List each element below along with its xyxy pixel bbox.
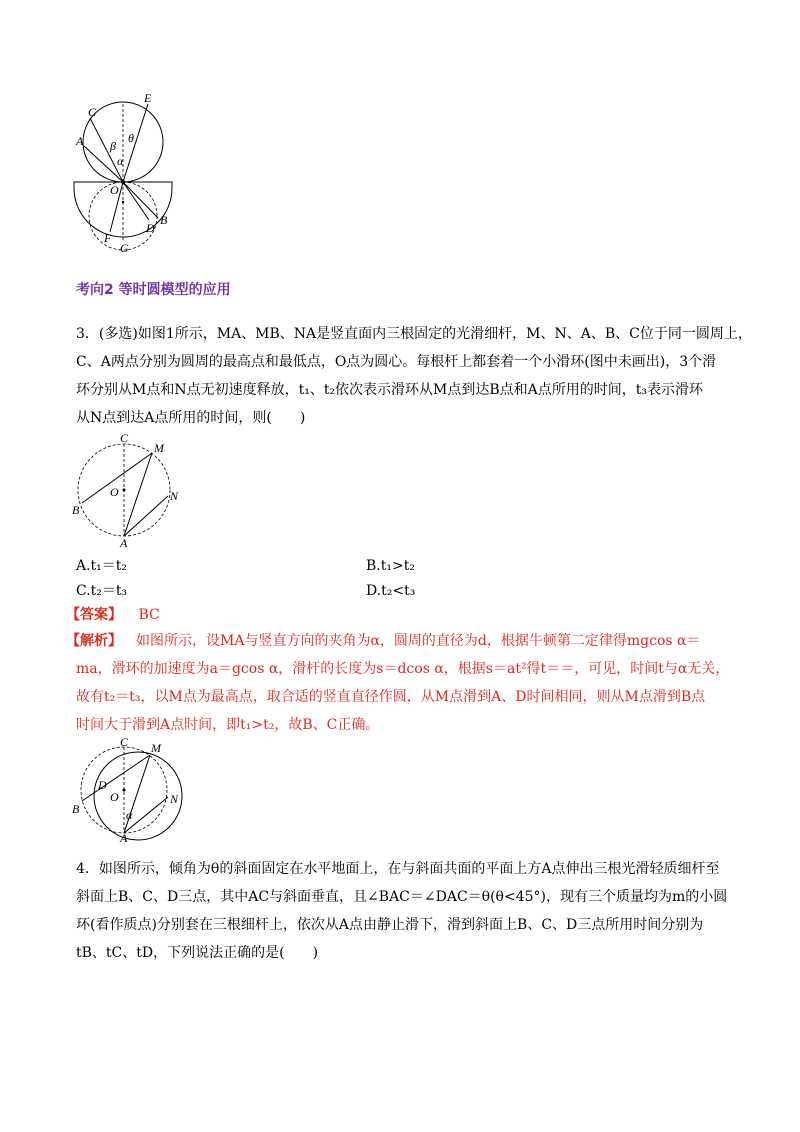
fig2-label-O: O <box>110 790 119 804</box>
fig2-label-alpha: α <box>126 808 133 822</box>
q4-line: 4．如图所示，倾角为θ的斜面固定在水平地面上，在与斜面共面的平面上方A点伸出三根光滑轻质细杆至 <box>76 861 720 877</box>
q3-line: 从N点到达A点所用的时间，则( ) <box>76 410 306 426</box>
label-theta: θ <box>128 131 134 145</box>
fig2-label-N: N <box>170 792 179 806</box>
fig2-label-M: M <box>151 741 161 755</box>
label-B: B <box>160 213 168 227</box>
q3-line: 环分别从M点和N点无初速度释放，t₁、t₂依次表示滑环从M点到达B点和A点所用的时间，t₃表示滑环 <box>76 382 704 398</box>
fig1-label-B: B <box>72 503 80 517</box>
section-heading: 考向2 等时圆模型的应用 <box>76 282 231 298</box>
analysis-line: ma，滑环的加速度为a＝gcos α，滑杆的长度为s＝dcos α，根据s＝at²得t＝＝，可见，时间t与α无关， <box>76 661 730 677</box>
figure-top <box>70 90 210 260</box>
analysis-tag: 【解析】 <box>66 633 122 649</box>
option-b: B.t₁>t₂ <box>366 558 415 574</box>
answer-tag: 【答案】 <box>66 607 122 623</box>
option-d: D.t₂<t₃ <box>366 583 416 599</box>
question-4-stem <box>76 855 726 967</box>
label-A: A <box>76 134 84 148</box>
option-a: A.t₁＝t₂ <box>76 558 128 574</box>
fig2-label-A: A <box>120 831 128 843</box>
answer-line <box>66 604 160 626</box>
fig2-label-D: D <box>98 778 107 792</box>
label-O: O <box>110 183 119 197</box>
label-beta: β <box>110 139 116 153</box>
fig1-label-A: A <box>120 536 128 548</box>
fig2-label-C: C <box>120 735 129 749</box>
answer-value: BC <box>138 607 160 623</box>
label-G: G <box>120 241 129 255</box>
fig1-label-M: M <box>154 441 164 455</box>
figure-2 <box>70 735 200 843</box>
q3-line: 3．(多选)如图1所示，MA、MB、NA是竖直面内三根固定的光滑细杆，M、N、A、B、C位于同一圆周上， <box>76 326 752 342</box>
label-E: E <box>144 91 152 105</box>
label-F: F <box>104 231 112 245</box>
label-C: C <box>88 105 97 119</box>
q4-line: 环(看作质点)分别套在三根细杆上，依次从A点由静止滑下，滑到斜面上B、C、D三点所用时间分别为 <box>76 917 704 933</box>
analysis-block <box>66 627 736 739</box>
label-alpha: α <box>117 154 124 168</box>
q4-line: 斜面上B、C、D三点，其中AC与斜面垂直，且∠BAC＝∠DAC＝θ(θ<45°)，现有三个质量均为m的小圆 <box>76 889 728 905</box>
fig1-label-C: C <box>120 431 129 445</box>
fig2-label-B: B <box>72 802 80 816</box>
analysis-line: 故有t₂＝t₃，以M点为最高点，取合适的竖直直径作圆，从M点滑到A、D时间相同，则从M点滑到B点 <box>76 689 706 705</box>
analysis-line: 时间大于滑到A点时间，即t₁>t₂，故B、C正确。 <box>76 717 380 733</box>
fig1-label-N: N <box>170 489 179 503</box>
fig1-label-O: O <box>110 485 119 499</box>
question-3-stem <box>76 320 752 432</box>
label-D: D <box>146 221 155 235</box>
q4-line: tB、tC、tD，下列说法正确的是( ) <box>76 945 319 961</box>
analysis-text: 如图所示，设MA与竖直方向的夹角为α，圆周的直径为d，根据牛顿第二定律得mgcos α＝ <box>136 633 701 649</box>
option-c: C.t₂＝t₃ <box>76 583 128 599</box>
q3-line: C、A两点分别为圆周的最高点和最低点，O点为圆心。每根杆上都套着一个小滑环(图中未画出)，3个滑 <box>76 354 717 370</box>
figure-1 <box>70 430 190 548</box>
analysis-line <box>66 627 736 655</box>
